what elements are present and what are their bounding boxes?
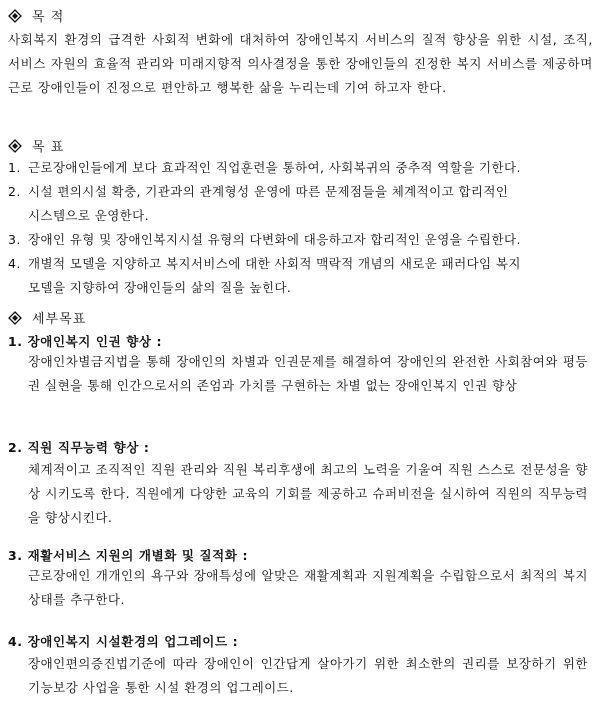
- detail-goal-4-title: 4. 장애인복지 시설환경의 업그레이드 :: [8, 634, 239, 649]
- detail-goal-1-body: 장애인차별금지법을 통해 장애인의 차별과 인권문제를 해결하여 장애인의 완전한 사회참여와 평등권 실현을 통해 인간으로서의 존엄과 가치를 구현하는 차별 없는 장애인복지 인권 향상: [28, 354, 588, 393]
- detail-goal-1-title: 1. 장애인복지 인권 향상 :: [8, 334, 163, 349]
- purpose-heading: [8, 6, 64, 25]
- goal-item-4: 4. 개별적 모델을 지양하고 복지서비스에 대한 사회적 맥락적 개념의 새로운 패러다임 복지 모델을 지향하여 장애인들의 삶의 질을 높힌다.: [8, 256, 521, 295]
- detail-goal-3-title: 3. 재활서비스 지원의 개별화 및 질적화 :: [8, 548, 249, 563]
- detail-goal-4-body: 장애인편의증진법기준에 따라 장애인이 인간답게 살아가기 위한 최소한의 권리를 보장하기 위한 기능보강 사업을 통한 시설 환경의 업그레이드.: [28, 656, 588, 695]
- goal-item-1: 1. 근로장애인들에게 보다 효과적인 직업훈련을 통하여, 사회복귀의 중추적 역할을 기한다.: [8, 160, 521, 175]
- detail-goals-heading-text: 세부목표: [32, 312, 87, 327]
- goals-heading: [8, 136, 64, 155]
- detail-goal-3-body: 근로장애인 개개인의 욕구와 장애특성에 알맞은 재활계획과 지원계획을 수립함으로서 최적의 복지 상태를 추구한다.: [28, 568, 588, 607]
- purpose-text: 사회복지 환경의 급격한 사회적 변화에 대처하여 장애인복지 서비스의 질적 향상을 위한 시설, 조직, 서비스 자원의 효율적 관리와 미래지향적 의사결정을 통한 장애인들의 진정한 복지 서비스를 제공하며 근로 장애인들이 진정으로 편안하고 행복한 삶을 누리는데 기여 하고자 한다.: [8, 32, 593, 95]
- goal-item-2: 2. 시설 편의시설 확충, 기관과의 관계형성 운영에 따른 문제점들을 체계적이고 합리적인 시스템으로 운영한다.: [8, 184, 509, 223]
- diamond-bullet-icon: [8, 9, 22, 23]
- detail-goals-heading: [8, 308, 86, 327]
- detail-goal-2-body: 체계적이고 조직적인 직원 관리와 직원 복리후생에 최고의 노력을 기울여 직원 스스로 전문성을 향상 시키도록 한다. 직원에게 다양한 교육의 기회를 제공하고 슈퍼비전을 실시하여 직원의 직무능력을 향상시킨다.: [28, 462, 588, 525]
- diamond-bullet-icon: [8, 139, 22, 153]
- detail-goal-2-title: 2. 직원 직무능력 향상 :: [8, 440, 150, 455]
- purpose-heading-text: 목 적: [32, 10, 65, 25]
- goal-item-3: 3. 장애인 유형 및 장애인복지시설 유형의 다변화에 대응하고자 합리적인 운영을 수립한다.: [8, 232, 521, 247]
- diamond-bullet-icon: [8, 311, 22, 325]
- goals-heading-text: 목 표: [32, 140, 65, 155]
